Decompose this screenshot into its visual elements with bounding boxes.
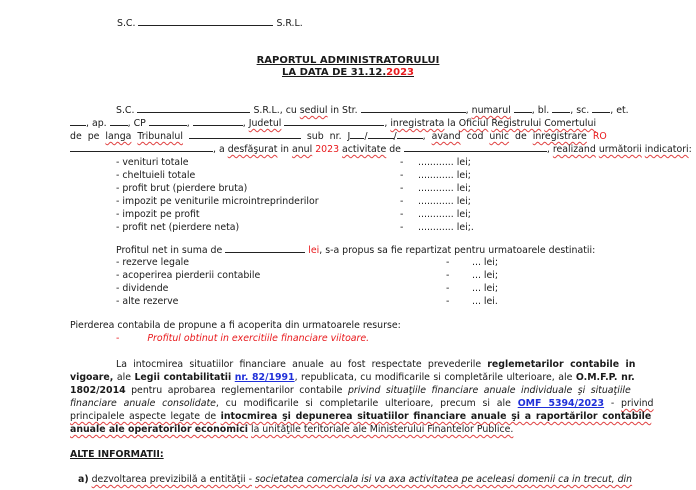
text: cod bbox=[466, 131, 484, 142]
indicator-label: - impozit pe veniturile microintreprinderilor bbox=[116, 196, 319, 207]
text: Profitul obtinut in exercitiile financiare viitoare. bbox=[147, 333, 370, 344]
legal-line-5 bbox=[70, 411, 651, 422]
text: anuale ale operatorilor economici bbox=[70, 424, 248, 435]
text: / bbox=[364, 131, 368, 142]
text: : bbox=[688, 144, 692, 155]
item-label: a) bbox=[78, 474, 89, 485]
text: RO bbox=[592, 131, 607, 142]
text: pentru aprobarea reglementarilor contabile bbox=[131, 385, 343, 396]
indicator-dash: - bbox=[400, 157, 404, 168]
text: Oficiul bbox=[458, 118, 489, 129]
text: inregistrare bbox=[532, 131, 587, 142]
text: societatea comerciala isi va axa activitatea pe aceleasi domenii ca in trecut, din bbox=[255, 474, 633, 485]
text: realizand bbox=[552, 144, 596, 155]
text: sediul bbox=[299, 105, 328, 116]
indicator-value[interactable]: ............ lei; bbox=[418, 196, 471, 207]
distribution-value[interactable]: ... lei; bbox=[472, 270, 499, 281]
text: anul bbox=[291, 144, 313, 155]
text: privind situaţiile financiare anuale individuale şi situaţiile bbox=[347, 385, 631, 396]
text: avand bbox=[431, 131, 461, 142]
text: următorii bbox=[598, 144, 642, 155]
text: , s-a propus sa fie repartizat pentru urmatoarele destinatii: bbox=[319, 245, 596, 256]
indicator-label: - profit net (pierdere neta) bbox=[116, 222, 240, 233]
text: unic bbox=[489, 131, 510, 142]
text: , bbox=[546, 144, 550, 155]
company-header bbox=[117, 16, 303, 29]
title-line1: RAPORTUL ADMINISTRATORULUI bbox=[256, 55, 440, 66]
distribution-label: - rezerve legale bbox=[116, 257, 190, 268]
text: indicatori bbox=[644, 144, 689, 155]
cui-blank[interactable] bbox=[70, 142, 213, 152]
postal-code-blank[interactable] bbox=[149, 116, 187, 126]
report-date bbox=[0, 67, 696, 78]
text: sub nr. J bbox=[306, 131, 351, 142]
indicator-label: - venituri totale bbox=[116, 157, 189, 168]
indicator-dash: - bbox=[400, 222, 404, 233]
text: privind bbox=[621, 398, 654, 409]
text: La intocmirea situatiilor financiare anuale au fost respectate prevederile bbox=[116, 359, 482, 370]
distribution-label: - dividende bbox=[116, 283, 169, 294]
legal-line-4 bbox=[70, 398, 654, 409]
net-profit-blank[interactable] bbox=[225, 243, 305, 253]
text: , ap. bbox=[86, 118, 107, 129]
indicator-value[interactable]: ............ lei; bbox=[418, 170, 471, 181]
block-blank[interactable] bbox=[552, 103, 570, 113]
address-line-2 bbox=[70, 116, 596, 129]
indicator-dash: - bbox=[400, 196, 404, 207]
company-name-blank[interactable] bbox=[138, 16, 273, 26]
text: S.C. bbox=[116, 105, 135, 116]
text: O.M.F.P. nr. bbox=[575, 372, 635, 383]
text: S.R.L., cu bbox=[253, 105, 297, 116]
distribution-value[interactable]: ... lei. bbox=[472, 296, 498, 307]
text: - bbox=[116, 333, 120, 344]
report-title bbox=[0, 55, 696, 66]
text: Registrului bbox=[491, 118, 542, 129]
text: , bbox=[422, 131, 426, 142]
address-line-1 bbox=[116, 103, 629, 116]
text: in Str. bbox=[330, 105, 358, 116]
text: financiare anuale consolidate bbox=[70, 398, 216, 409]
indicator-value[interactable]: ............ lei; bbox=[418, 209, 471, 220]
other-info-heading: ALTE INFORMATII: bbox=[70, 449, 164, 460]
company-name-blank[interactable] bbox=[137, 103, 250, 113]
text: - bbox=[610, 398, 615, 409]
city-blank[interactable] bbox=[193, 116, 243, 126]
text: Comertului bbox=[544, 118, 597, 129]
text: , bbox=[384, 118, 388, 129]
text: Judetul bbox=[248, 118, 282, 129]
text: , bl. bbox=[531, 105, 550, 116]
staircase-blank[interactable] bbox=[592, 103, 610, 113]
number-blank[interactable] bbox=[514, 103, 532, 113]
text: Profitul net in suma de bbox=[116, 245, 223, 256]
text: la unităţile teritoriale ale Ministerului Finantelor Publice. bbox=[250, 424, 514, 435]
text: , a bbox=[213, 144, 225, 155]
text: 1802/2014 bbox=[70, 385, 126, 396]
text: de bbox=[389, 144, 401, 155]
distribution-dash: - bbox=[446, 270, 450, 281]
reg-no-1-blank[interactable] bbox=[350, 129, 364, 139]
text: de bbox=[515, 131, 527, 142]
text: ale bbox=[116, 372, 131, 383]
text: activitate bbox=[342, 144, 387, 155]
text: in bbox=[280, 144, 289, 155]
text: , bbox=[186, 118, 190, 129]
distribution-label: - acoperirea pierderii contabile bbox=[116, 270, 261, 281]
law-82-1991-link[interactable]: nr. 82/1991 bbox=[234, 372, 295, 383]
indicator-dash: - bbox=[400, 209, 404, 220]
text: principalele aspecte legate de bbox=[70, 411, 217, 422]
indicator-label: - impozit pe profit bbox=[116, 209, 200, 220]
activity-blank[interactable] bbox=[404, 142, 547, 152]
apartment-blank[interactable] bbox=[110, 116, 128, 126]
legal-line-6 bbox=[70, 424, 513, 435]
county-blank[interactable] bbox=[284, 116, 384, 126]
text: desfăşurat bbox=[227, 144, 278, 155]
loss-item bbox=[116, 333, 369, 344]
floor-blank[interactable] bbox=[70, 116, 86, 126]
legal-line-1 bbox=[70, 359, 638, 370]
text: 2023 bbox=[315, 144, 340, 155]
address-line-3 bbox=[70, 129, 607, 142]
text: , sc. bbox=[570, 105, 590, 116]
tribunal-blank[interactable] bbox=[189, 129, 301, 139]
text: , bbox=[465, 105, 469, 116]
distribution-dash: - bbox=[446, 257, 450, 268]
text: vigoare, bbox=[70, 372, 114, 383]
omf-5394-2023-link[interactable]: OMF 5394/2023 bbox=[517, 398, 605, 409]
address-line-4 bbox=[70, 142, 692, 155]
text: reglemetarilor contabile in bbox=[487, 359, 636, 370]
text: la bbox=[447, 118, 456, 129]
indicator-label: - cheltuieli totale bbox=[116, 170, 196, 181]
text: Legii contabilitatii bbox=[134, 372, 232, 383]
loss-intro: Pierderea contabila de propune a fi acoperita din urmatoarele resurse: bbox=[70, 320, 401, 331]
reg-no-3-blank[interactable] bbox=[397, 129, 423, 139]
text: Tribunalul bbox=[137, 131, 183, 142]
indicator-value[interactable]: ............ lei; bbox=[418, 183, 471, 194]
distribution-value[interactable]: ... lei; bbox=[472, 283, 499, 294]
text: dezvoltarea previzibilă a entităţii - bbox=[91, 474, 253, 485]
text: de pe bbox=[70, 131, 100, 142]
text: , CP bbox=[127, 118, 146, 129]
text: langa bbox=[105, 131, 132, 142]
text: / bbox=[393, 131, 397, 142]
text: , republicata, cu modificarile si completările ulterioare, ale bbox=[294, 372, 573, 383]
indicator-dash: - bbox=[400, 170, 404, 181]
other-info-item-a bbox=[78, 474, 632, 485]
street-blank[interactable] bbox=[361, 103, 466, 113]
title-year: 2023 bbox=[386, 67, 414, 78]
legal-line-2 bbox=[70, 372, 635, 383]
indicator-label: - profit brut (pierdere bruta) bbox=[116, 183, 248, 194]
profit-intro bbox=[116, 243, 595, 256]
indicator-value[interactable]: ............ lei;. bbox=[418, 222, 474, 233]
text: intocmirea şi depunerea situatiilor financiare anuale şi a raportărilor contabile bbox=[220, 411, 652, 422]
reg-no-2-blank[interactable] bbox=[368, 129, 394, 139]
title-date-prefix: LA DATA DE 31.12. bbox=[281, 67, 387, 78]
text: lei bbox=[308, 245, 320, 256]
indicator-value[interactable]: ............ lei; bbox=[418, 157, 471, 168]
text: , cu modificarile si completarile ulterioare, precum si ale bbox=[215, 398, 511, 409]
distribution-dash: - bbox=[446, 283, 450, 294]
text: , et. bbox=[610, 105, 629, 116]
text: inregistrata bbox=[390, 118, 445, 129]
indicator-dash: - bbox=[400, 183, 404, 194]
legal-line-3 bbox=[70, 385, 631, 396]
distribution-label: - alte rezerve bbox=[116, 296, 179, 307]
text: , bbox=[242, 118, 246, 129]
text: numarul bbox=[471, 105, 511, 116]
srl-suffix: S.R.L. bbox=[276, 18, 303, 29]
sc-prefix: S.C. bbox=[117, 18, 136, 29]
distribution-dash: - bbox=[446, 296, 450, 307]
distribution-value[interactable]: ... lei; bbox=[472, 257, 499, 268]
